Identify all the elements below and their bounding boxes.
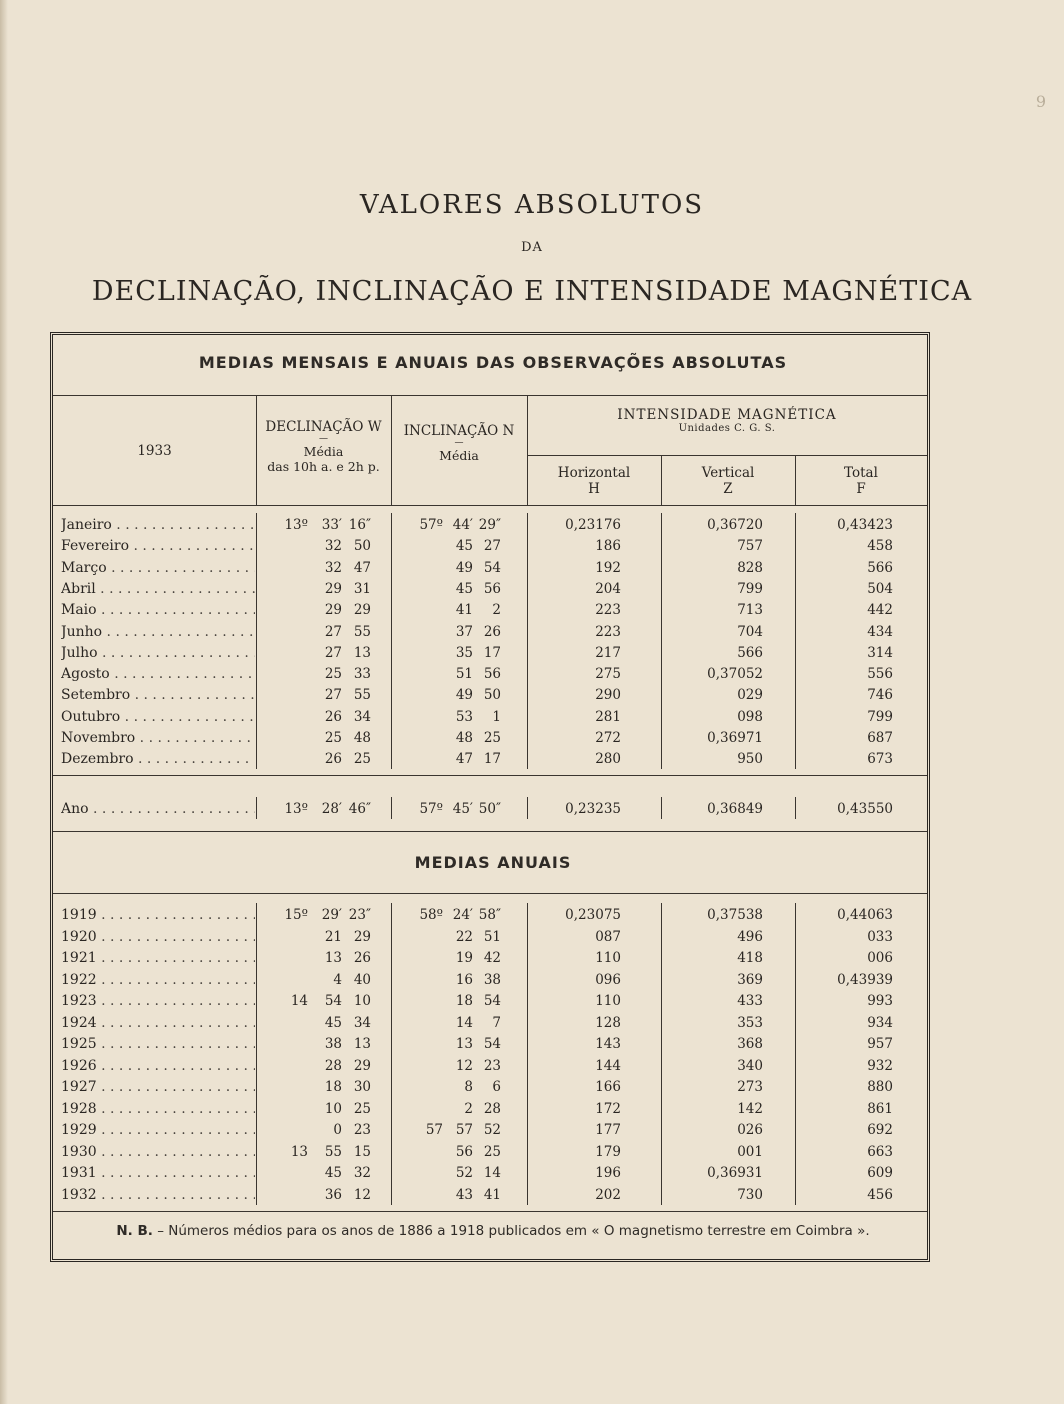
title-connector: DA [521,240,543,255]
cell-d3: 55 [353,623,371,640]
page-title: VALORES ABSOLUTOS [359,190,705,220]
cell-i3: 25 [483,1143,501,1160]
cell-z: 340 [737,1057,763,1074]
cell-d3: 26 [353,950,371,966]
cell-h: 128 [595,1014,621,1031]
cell-i3: 23 [483,1057,501,1074]
section-heading-annual: MEDIAS ANUAIS [414,853,572,872]
divider [391,903,392,1205]
cell-z: 001 [737,1143,763,1160]
cell-h: 281 [595,708,621,725]
row-label: Julho . . . [61,645,255,661]
row-label: Fevereiro . . . [61,538,255,554]
cell-i2: 57 [455,1122,473,1138]
cell-z: 566 [737,644,763,661]
page-subtitle: DECLINAÇÃO, INCLINAÇÃO E INTENSIDADE MAGNÉTICA [91,276,973,307]
row-label: 1923 . . . [61,993,255,1009]
cell-d2: 26 [324,751,342,768]
cell-d3: 31 [353,580,371,597]
cell-i2: 49 [455,559,473,576]
row-label: Janeiro . . . [61,517,255,533]
cell-f: 687 [867,730,893,746]
cell-h: 177 [595,1122,621,1138]
cell-d1: 15º [284,907,308,923]
row-label: 1920 . . . [61,929,255,945]
divider [53,505,927,506]
cell-d2: 10 [324,1100,342,1117]
cell-h: 280 [595,751,621,768]
cell-d2: 45 [324,1165,342,1181]
cell-z: 950 [737,751,763,768]
cell-d3: 25 [353,751,371,768]
cell-f: 006 [867,950,893,966]
divider [527,903,528,1205]
row-label: 1930 . . . [61,1144,255,1160]
cell-h: 0,23235 [565,801,621,817]
cell-f: 442 [867,602,893,619]
cell-f: 932 [867,1057,893,1074]
cell-z: 757 [737,538,763,555]
cell-i3: 1 [492,708,501,725]
footnote-nb: N. B. [116,1223,153,1239]
cell-h: 223 [595,623,621,640]
cell-i3: 50 [483,687,501,704]
cell-f: 0,43550 [837,801,893,817]
cell-z: 799 [737,580,763,597]
cell-d3: 32 [353,1165,371,1181]
cell-z: 026 [737,1122,763,1138]
cell-d2: 45 [324,1014,342,1031]
cell-i2: 19 [455,950,473,966]
cell-i3: 7 [492,1014,501,1031]
divider [391,513,392,769]
cell-d2: 27 [324,644,342,661]
cell-i3: 58″ [478,907,501,923]
cell-d2: 29 [324,580,342,597]
section-heading-monthly: MEDIAS MENSAIS E ANUAIS DAS OBSERVAÇÕES ABSOLUTAS [198,353,788,372]
cell-d2: 32 [324,559,342,576]
cell-d3: 23 [353,1122,371,1138]
cell-z: 0,36720 [707,517,763,533]
row-label: 1927 . . . [61,1079,255,1095]
cell-h: 186 [595,538,621,555]
cell-d3: 15 [353,1143,371,1160]
row-label: 1919 . . . [61,907,255,923]
row-label: Dezembro . . . [61,751,255,767]
divider [256,513,257,769]
row-label: 1932 . . . [61,1187,255,1203]
cell-f: 458 [867,538,893,555]
cell-z: 0,36931 [707,1165,763,1181]
cell-i3: 6 [492,1079,501,1095]
cell-i3: 56 [483,666,501,683]
cell-d3: 10 [353,993,371,1009]
cell-d1: 14 [290,993,308,1009]
cell-f: 0,44063 [837,907,893,923]
cell-h: 196 [595,1165,621,1181]
cell-f: 566 [867,559,893,576]
cell-z: 142 [737,1100,763,1117]
divider [53,1211,927,1212]
cell-i2: 8 [464,1079,473,1095]
divider [53,775,927,776]
cell-i3: 38 [483,971,501,988]
cell-z: 730 [737,1186,763,1203]
cell-h: 172 [595,1100,621,1117]
cell-d2: 33′ [321,517,342,533]
cell-i2: 24′ [452,907,473,923]
divider [53,831,927,832]
cell-d2: 0 [333,1122,342,1138]
row-label: 1921 . . . [61,950,255,966]
cell-i2: 51 [455,666,473,683]
cell-i2: 44′ [452,517,473,533]
cell-i3: 42 [483,950,501,966]
cell-i2: 35 [455,644,473,661]
cell-d3: 25 [353,1100,371,1117]
cell-i3: 17 [483,644,501,661]
cell-f: 609 [867,1165,893,1181]
divider [795,903,796,1205]
divider [795,797,796,819]
header-total: Total F [844,465,878,498]
cell-i2: 53 [455,708,473,725]
divider [661,903,662,1205]
cell-i3: 56 [483,580,501,597]
cell-h: 110 [595,993,621,1009]
cell-f: 556 [867,666,893,683]
cell-f: 673 [867,751,893,768]
cell-d3: 34 [353,708,371,725]
cell-i2: 45 [455,580,473,597]
cell-h: 110 [595,950,621,966]
cell-d2: 26 [324,708,342,725]
cell-i2: 2 [464,1100,473,1117]
cell-z: 713 [737,602,763,619]
cell-h: 275 [595,666,621,683]
cell-d2: 38 [324,1036,342,1052]
cell-i2: 52 [455,1165,473,1181]
cell-i2: 49 [455,687,473,704]
cell-i2: 41 [455,602,473,619]
cell-i3: 2 [492,602,501,619]
cell-f: 880 [867,1079,893,1095]
divider [256,797,257,819]
cell-i2: 47 [455,751,473,768]
cell-h: 272 [595,730,621,746]
cell-f: 663 [867,1143,893,1160]
cell-z: 704 [737,623,763,640]
cell-i1: 58º [419,907,443,923]
cell-d2: 13 [324,950,342,966]
cell-d2: 18 [324,1079,342,1095]
row-label: Outubro . . . [61,709,255,725]
row-label: Junho . . . [61,624,255,640]
cell-d3: 48 [353,730,371,746]
cell-d2: 4 [333,971,342,988]
cell-i2: 48 [455,730,473,746]
cell-d3: 12 [353,1186,371,1203]
cell-f: 957 [867,1036,893,1052]
cell-i2: 18 [455,993,473,1009]
cell-f: 746 [867,687,893,704]
row-label: 1931 . . . [61,1165,255,1181]
cell-h: 166 [595,1079,621,1095]
row-label: Setembro . . . [61,687,255,703]
cell-i2: 37 [455,623,473,640]
cell-z: 369 [737,971,763,988]
cell-h: 204 [595,580,621,597]
cell-h: 0,23176 [565,517,621,533]
divider [795,513,796,769]
cell-h: 0,23075 [565,907,621,923]
cell-f: 434 [867,623,893,640]
cell-f: 0,43423 [837,517,893,533]
cell-d3: 16″ [348,517,371,533]
cell-f: 692 [867,1122,893,1138]
cell-d1: 13 [290,1143,308,1160]
header-vertical: Vertical Z [701,465,755,498]
row-label: 1924 . . . [61,1015,255,1031]
cell-i2: 43 [455,1186,473,1203]
header-horizontal: Horizontal H [557,465,631,498]
row-label: Maio . . . [61,602,255,618]
cell-f: 934 [867,1014,893,1031]
cell-z: 098 [737,708,763,725]
cell-d2: 29 [324,602,342,619]
cell-i2: 12 [455,1057,473,1074]
row-label: 1922 . . . [61,972,255,988]
cell-z: 418 [737,950,763,966]
cell-h: 144 [595,1057,621,1074]
cell-z: 273 [737,1079,763,1095]
cell-d2: 29′ [321,907,342,923]
cell-d2: 54 [324,993,342,1009]
cell-i2: 22 [455,928,473,945]
cell-i3: 51 [483,928,501,945]
cell-z: 0,36849 [707,801,763,817]
footnote-text: – Números médios para os anos de 1886 a 1918 publicados em « O magnetismo terrestre em Coimbra ». [157,1223,870,1239]
cell-z: 0,36971 [707,730,763,746]
cell-d3: 40 [353,971,371,988]
cell-i3: 29″ [478,517,501,533]
cell-h: 096 [595,971,621,988]
cell-d2: 55 [324,1143,342,1160]
cell-f: 861 [867,1100,893,1117]
cell-d2: 21 [324,928,342,945]
cell-z: 433 [737,993,763,1009]
cell-z: 0,37052 [707,666,763,683]
cell-i2: 13 [455,1036,473,1052]
cell-i2: 56 [455,1143,473,1160]
cell-d3: 23″ [348,907,371,923]
cell-h: 217 [595,644,621,661]
cell-f: 504 [867,580,893,597]
cell-h: 143 [595,1036,621,1052]
cell-i2: 45 [455,538,473,555]
page-number: 9 [1035,92,1046,111]
cell-d3: 29 [353,1057,371,1074]
cell-z: 496 [737,928,763,945]
cell-i3: 17 [483,751,501,768]
cell-f: 0,43939 [837,971,893,988]
cell-i3: 25 [483,730,501,746]
cell-i3: 54 [483,1036,501,1052]
cell-d3: 55 [353,687,371,704]
cell-d3: 29 [353,602,371,619]
cell-z: 828 [737,559,763,576]
cell-h: 087 [595,928,621,945]
footnote [53,1223,933,1239]
row-label: 1928 . . . [61,1101,255,1117]
row-label: Ano . . . [61,801,255,817]
cell-d2: 32 [324,538,342,555]
cell-d3: 13 [353,1036,371,1052]
cell-d3: 46″ [348,801,371,817]
cell-z: 0,37538 [707,907,763,923]
divider [661,513,662,769]
divider [527,513,528,769]
cell-d3: 33 [353,666,371,683]
cell-i3: 28 [483,1100,501,1117]
cell-f: 033 [867,928,893,945]
cell-i1: 57 [425,1122,443,1138]
cell-h: 223 [595,602,621,619]
cell-i1: 57º [419,517,443,533]
header-year: 1933 [137,443,172,459]
cell-d2: 36 [324,1186,342,1203]
row-label: Agosto . . . [61,666,255,682]
cell-i3: 54 [483,559,501,576]
cell-i3: 14 [483,1165,501,1181]
cell-i2: 45′ [452,801,473,817]
cell-h: 192 [595,559,621,576]
cell-i3: 41 [483,1186,501,1203]
cell-d2: 25 [324,666,342,683]
cell-f: 314 [867,644,893,661]
cell-f: 456 [867,1186,893,1203]
divider [391,797,392,819]
data-table [50,332,930,1262]
cell-d3: 30 [353,1079,371,1095]
cell-d2: 28 [324,1057,342,1074]
cell-d1: 13º [284,517,308,533]
cell-i3: 26 [483,623,501,640]
cell-f: 799 [867,708,893,725]
cell-z: 029 [737,687,763,704]
cell-z: 353 [737,1014,763,1031]
cell-d3: 34 [353,1014,371,1031]
cell-d2: 25 [324,730,342,746]
cell-h: 179 [595,1143,621,1160]
cell-i2: 14 [455,1014,473,1031]
cell-d1: 13º [284,801,308,817]
cell-h: 290 [595,687,621,704]
row-label: Março . . . [61,560,255,576]
row-label: 1929 . . . [61,1122,255,1138]
cell-d3: 47 [353,559,371,576]
cell-i2: 16 [455,971,473,988]
cell-h: 202 [595,1186,621,1203]
cell-i3: 54 [483,993,501,1009]
divider [661,797,662,819]
cell-i3: 27 [483,538,501,555]
header-intensidade: INTENSIDADE MAGNÉTICA Unidades C. G. S. [617,407,837,435]
cell-i1: 57º [419,801,443,817]
cell-d2: 27 [324,623,342,640]
divider [53,893,927,894]
row-label: Novembro . . . [61,730,255,746]
cell-z: 368 [737,1036,763,1052]
divider [527,797,528,819]
cell-i3: 52 [483,1122,501,1138]
cell-d2: 28′ [321,801,342,817]
divider [527,455,927,456]
row-label: 1926 . . . [61,1058,255,1074]
header-declinacao: DECLINAÇÃO W — Média das 10h a. e 2h p. [265,419,382,475]
divider [53,395,927,396]
cell-i3: 50″ [478,801,501,817]
divider [256,903,257,1205]
cell-f: 993 [867,993,893,1009]
row-label: Abril . . . [61,581,255,597]
cell-d3: 29 [353,928,371,945]
cell-d3: 13 [353,644,371,661]
header-inclinacao: INCLINAÇÃO N — Média [403,423,515,464]
cell-d3: 50 [353,538,371,555]
cell-d2: 27 [324,687,342,704]
row-label: 1925 . . . [61,1036,255,1052]
